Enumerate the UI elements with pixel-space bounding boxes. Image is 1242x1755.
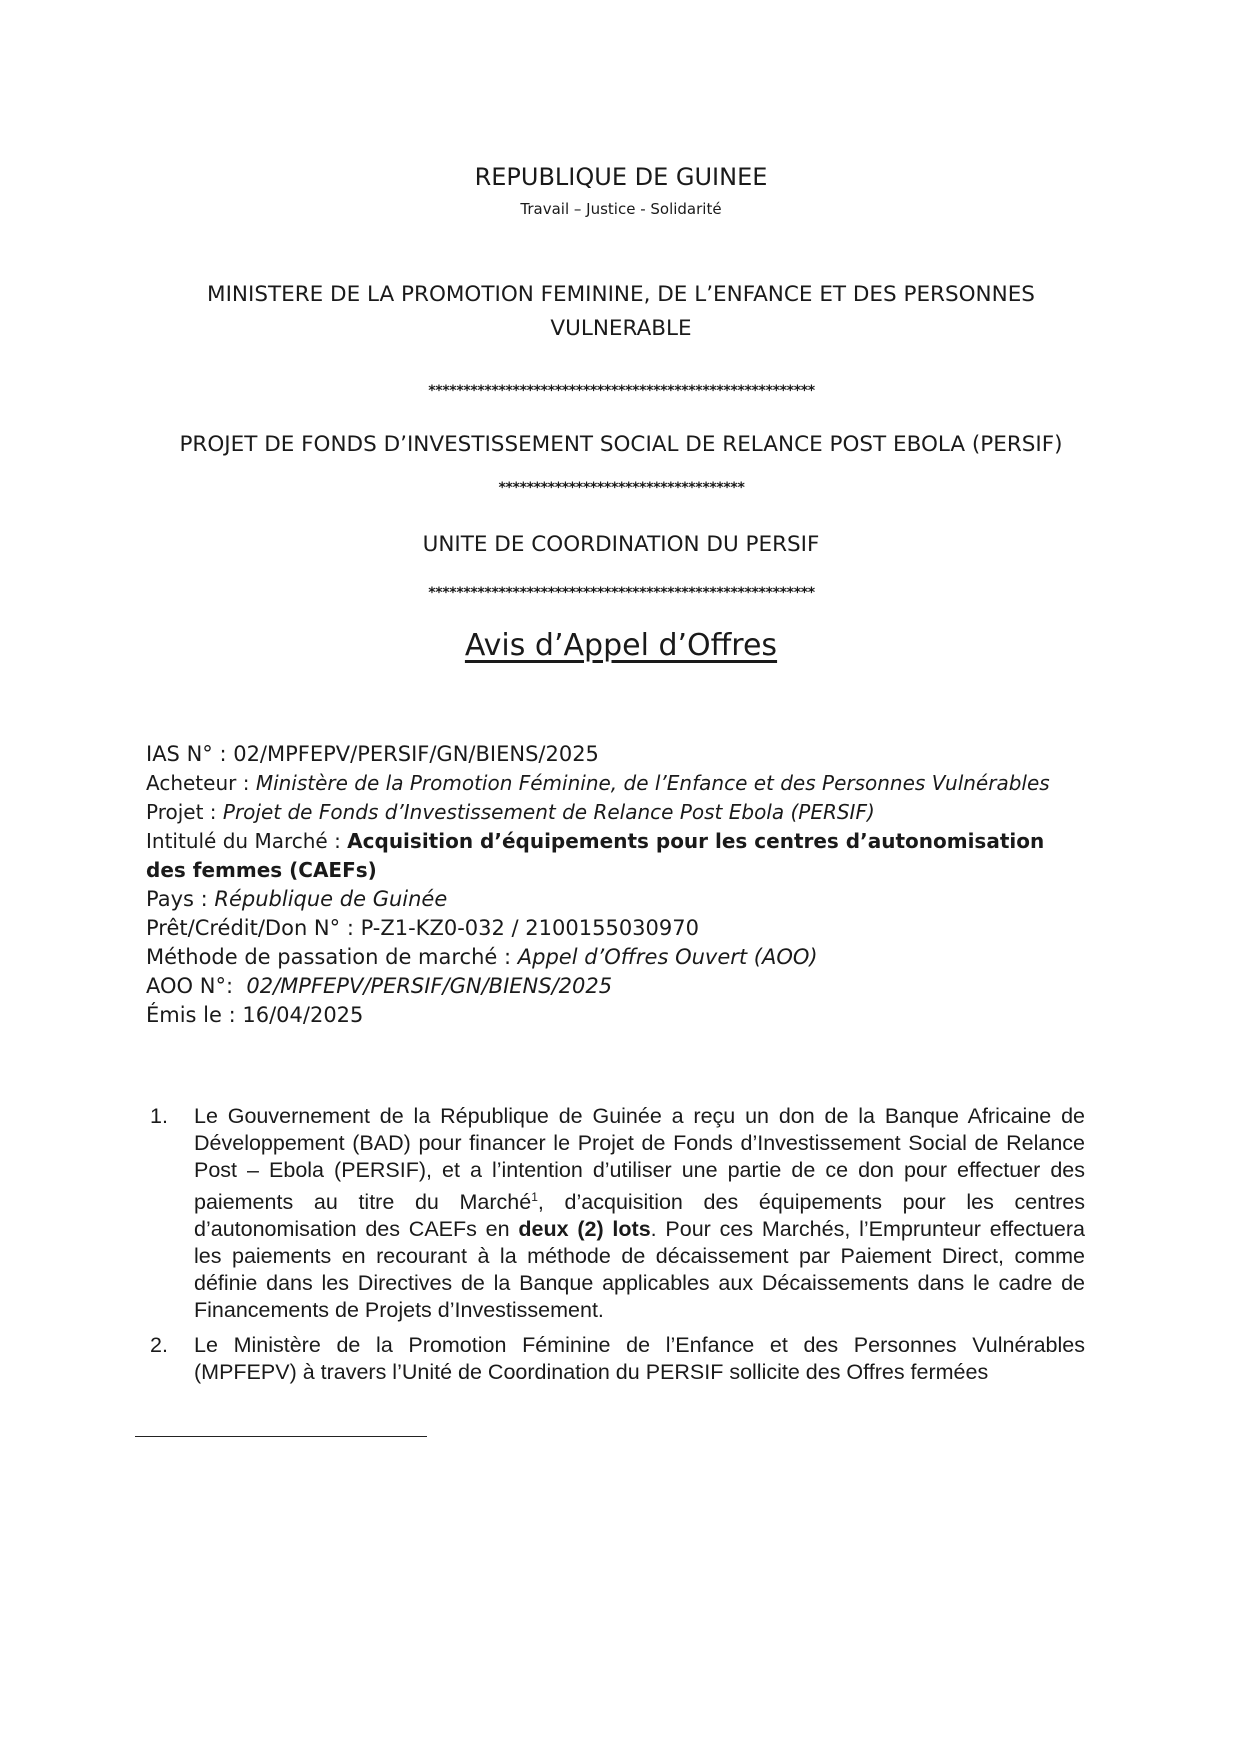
contract-title-row [146, 827, 1106, 856]
aoo-label: AOO N°: [146, 974, 247, 998]
project-row [146, 798, 1106, 827]
paragraph-number: 1. [150, 1104, 168, 1128]
paragraph [150, 1332, 1085, 1386]
method-row [146, 943, 1106, 972]
separator-stars: *********************************** [497, 480, 744, 496]
footnote-separator [135, 1436, 427, 1437]
project-name: PROJET DE FONDS D’INVESTISSEMENT SOCIAL DE RELANCE POST EBOLA (PERSIF) [179, 432, 1063, 457]
separator-stars: ******************************************************* [427, 585, 815, 601]
contract-title-value-cont: des femmes (CAEFs) [146, 858, 377, 882]
country-row [146, 885, 1106, 914]
issued-row [146, 1001, 1106, 1030]
issued-value: 16/04/2025 [242, 1003, 364, 1027]
buyer-row [146, 769, 1106, 798]
paragraph-bold-text: deux (2) lots [518, 1217, 651, 1242]
ias-number-row [146, 740, 1106, 769]
country-value: République de Guinée [214, 887, 448, 911]
paragraph-text [194, 1103, 1085, 1324]
tender-metadata [146, 740, 1106, 1030]
contract-title-value: Acquisition d’équipements pour les centres d’autonomisation [347, 829, 1045, 853]
paragraph-text-part: . Pour ces Marchés, l’Emprunteur effectuera les paiements en recourant à la méthode de décaissement par Paiement Direct, comme définie dans les Directives de la Banque applicables aux Décaissements dans le cadre de Financements de Projets d’Investissement. [194, 1217, 1085, 1323]
contract-title-row-cont [146, 856, 1106, 885]
method-label: Méthode de passation de marché : [146, 945, 518, 969]
buyer-label: Acheteur : [146, 771, 256, 795]
national-motto: Travail – Justice - Solidarité [520, 200, 722, 218]
unit-name: UNITE DE COORDINATION DU PERSIF [422, 532, 820, 557]
project-value: Projet de Fonds d’Investissement de Relance Post Ebola (PERSIF) [222, 800, 875, 824]
country-name: REPUBLIQUE DE GUINEE [474, 163, 768, 191]
loan-value: P-Z1-KZ0-032 / 2100155030970 [360, 916, 699, 940]
contract-title-label: Intitulé du Marché : [146, 829, 348, 853]
ministry-name-line2: VULNERABLE [550, 316, 692, 341]
issued-label: Émis le : [146, 1003, 243, 1027]
ias-value: 02/MPFEPV/PERSIF/GN/BIENS/2025 [233, 742, 599, 766]
aoo-value: 02/MPFEPV/PERSIF/GN/BIENS/2025 [246, 974, 613, 998]
paragraph [150, 1103, 1085, 1324]
method-value: Appel d’Offres Ouvert (AOO) [517, 945, 818, 969]
loan-row [146, 914, 1106, 943]
paragraph-text-part: Le Gouvernement de la République de Guinée a reçu un don de la Banque Africaine de Développement (BAD) pour financer le Projet de Fonds d’Investissement Social de Relance Post – Ebola (PERSIF), et a l’intention d’utiliser une partie de ce don pour effectuer des paiements au titre du Marché [194, 1104, 1085, 1215]
paragraph-number: 2. [150, 1333, 168, 1358]
footnote-reference[interactable]: 1 [531, 1190, 538, 1204]
loan-label: Prêt/Crédit/Don N° : [146, 916, 361, 940]
project-label: Projet : [146, 800, 223, 824]
ministry-name-line1: MINISTERE DE LA PROMOTION FEMININE, DE L’ENFANCE ET DES PERSONNES [207, 282, 1035, 307]
buyer-value: Ministère de la Promotion Féminine, de l’Enfance et des Personnes Vulnérables [255, 771, 1050, 795]
paragraph-text-part: , d’acquisition des équipements pour les centres d’autonomisation des CAEFs en [194, 1190, 1086, 1242]
ias-label: IAS N° : [146, 742, 234, 766]
document-title: Avis d’Appel d’Offres [464, 628, 778, 663]
paragraph-text: Le Ministère de la Promotion Féminine de l’Enfance et des Personnes Vulnérables (MPFEPV) à travers l’Unité de Coordination du PERSIF sollicite des Offres fermées [194, 1333, 1085, 1385]
separator-stars: ******************************************************* [427, 383, 815, 399]
country-label: Pays : [146, 887, 215, 911]
notice-body [150, 1103, 1085, 1394]
aoo-row [146, 972, 1106, 1001]
